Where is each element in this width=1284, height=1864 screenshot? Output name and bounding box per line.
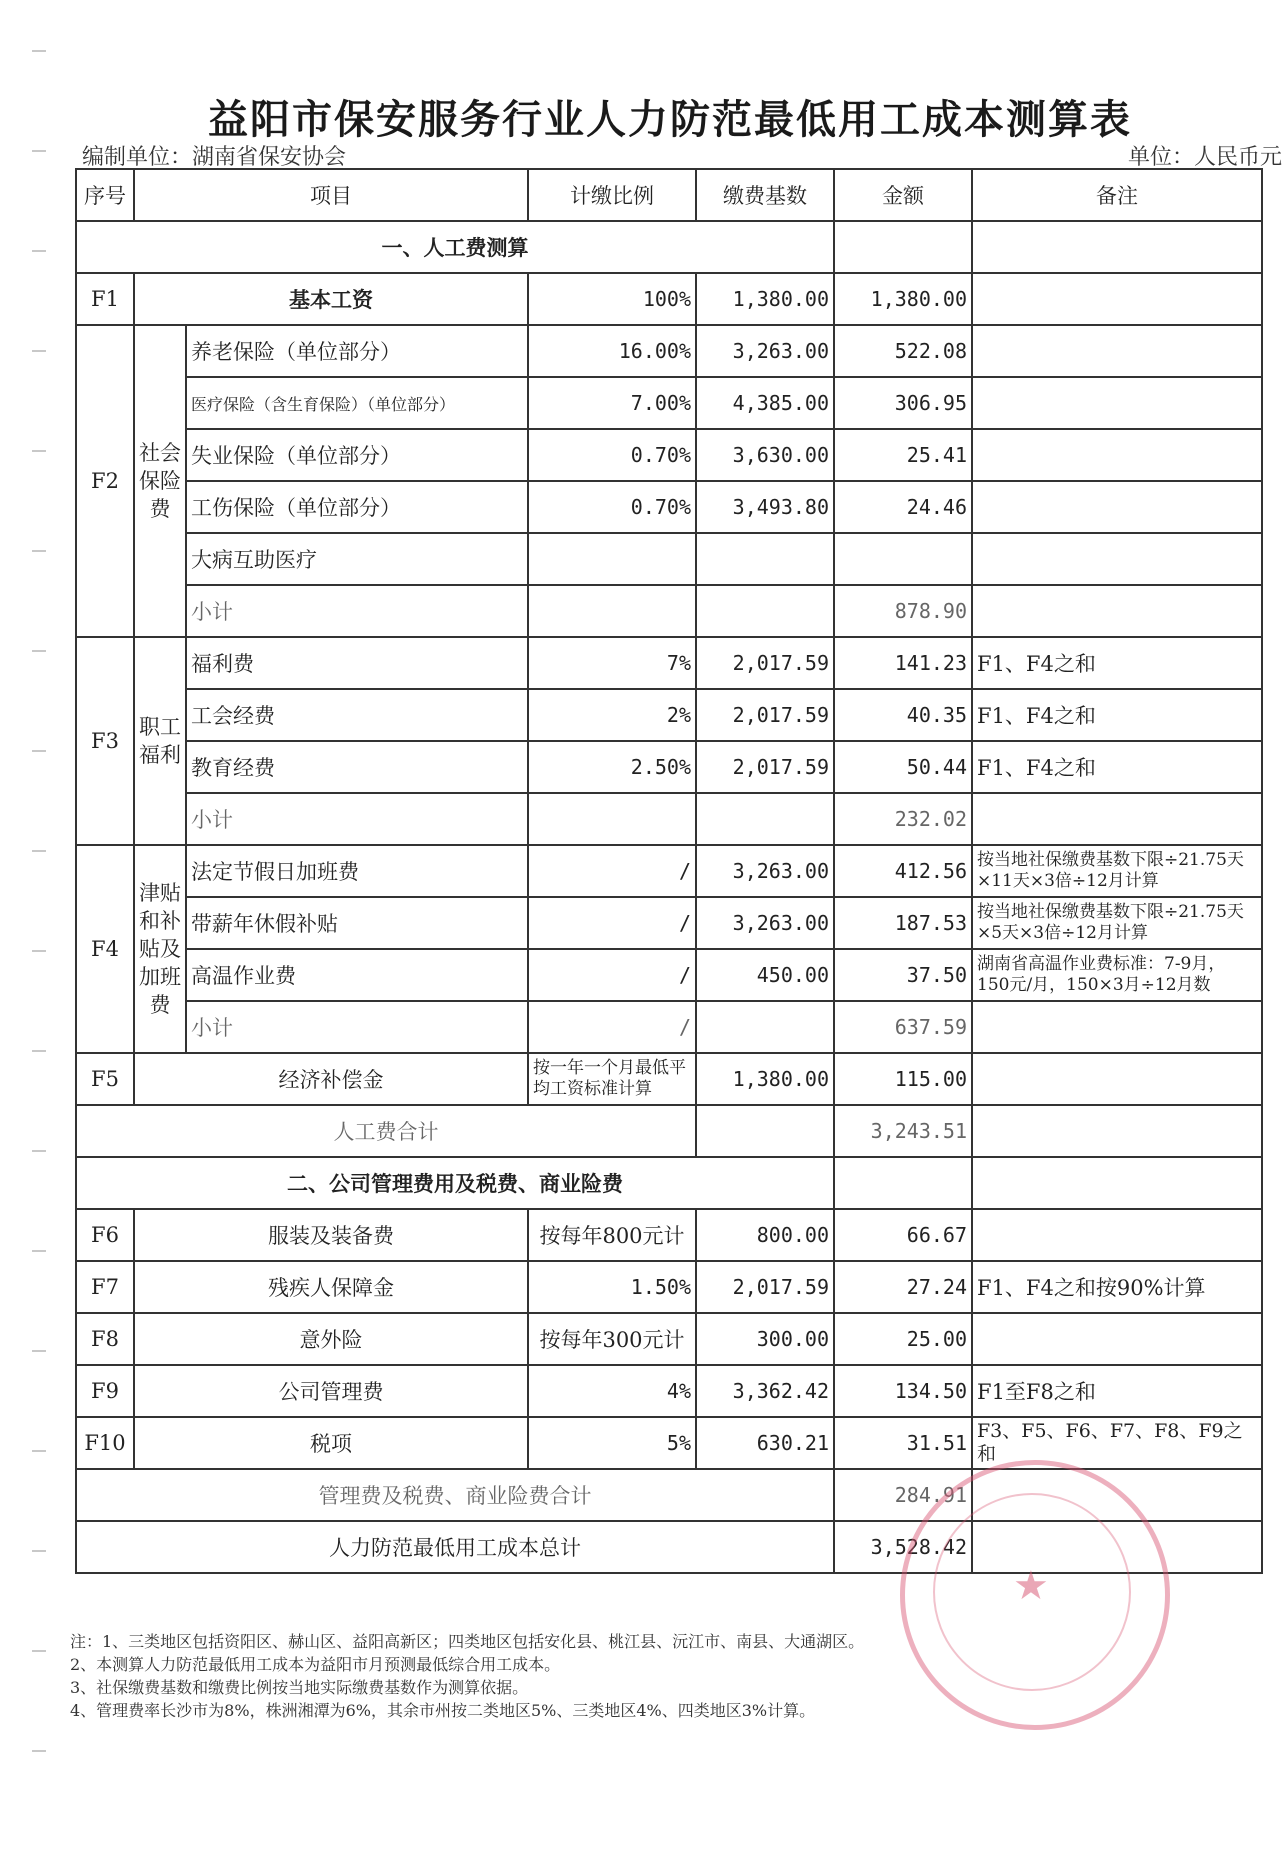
header-row (76, 169, 1262, 221)
grand-total-amount: 3,528.42 (834, 1521, 972, 1573)
amount-cell: 50.44 (834, 741, 972, 793)
footnote: 注：1、三类地区包括资阳区、赫山区、益阳高新区；四类地区包括安化县、桃江县、沅江市、南县、大通湖区。 (70, 1632, 865, 1651)
item-cell: 意外险 (134, 1313, 528, 1365)
group-label-line: 福利 (139, 743, 181, 767)
remark-cell: 按当地社保缴费基数下限÷21.75天×5天×3倍÷12月计算 (972, 897, 1262, 949)
code-cell: F8 (76, 1313, 134, 1365)
table-row (76, 1261, 1262, 1313)
amount-cell: 31.51 (834, 1417, 972, 1469)
rate-cell: 16.00% (528, 325, 696, 377)
amount-cell: 37.50 (834, 949, 972, 1001)
group-label (134, 637, 186, 845)
table-row (76, 1313, 1262, 1365)
binder-tick (32, 550, 46, 552)
base-cell: 300.00 (696, 1313, 834, 1365)
binder-tick (32, 1050, 46, 1052)
amount-cell: 412.56 (834, 845, 972, 897)
table-row (76, 845, 1262, 897)
group-label-line: 津贴 (139, 881, 181, 905)
rate-cell: 100% (528, 273, 696, 325)
item-cell: 失业保险（单位部分） (186, 429, 528, 481)
item-cell: 经济补偿金 (134, 1053, 528, 1105)
binder-margin (0, 0, 60, 1864)
binder-tick (32, 450, 46, 452)
base-cell: 3,493.80 (696, 481, 834, 533)
item-cell: 服装及装备费 (134, 1209, 528, 1261)
item-cell: 高温作业费 (186, 949, 528, 1001)
remark-cell: F1、F4之和 (972, 741, 1262, 793)
base-cell: 2,017.59 (696, 689, 834, 741)
base-cell: 630.21 (696, 1417, 834, 1469)
group-label-line: 和补 (139, 909, 181, 933)
table-row (76, 949, 1262, 1001)
binder-tick (32, 850, 46, 852)
table-row (76, 429, 1262, 481)
rate-cell: / (528, 1001, 696, 1053)
code-cell: F2 (76, 325, 134, 637)
rate-cell: / (528, 845, 696, 897)
binder-tick (32, 750, 46, 752)
item-cell: 工伤保险（单位部分） (186, 481, 528, 533)
table-row (76, 741, 1262, 793)
mgmt-total-label: 管理费及税费、商业险费合计 (76, 1469, 834, 1521)
amount-cell: 25.00 (834, 1313, 972, 1365)
base-cell (696, 533, 834, 585)
table-row (76, 481, 1262, 533)
rate-cell: 5% (528, 1417, 696, 1469)
item-cell: 工会经费 (186, 689, 528, 741)
table-row (76, 689, 1262, 741)
table-row (76, 1209, 1262, 1261)
rate-cell (528, 585, 696, 637)
base-cell: 3,263.00 (696, 845, 834, 897)
rate-cell: 7% (528, 637, 696, 689)
binder-tick (32, 1350, 46, 1352)
base-cell: 1,380.00 (696, 273, 834, 325)
item-cell: 公司管理费 (134, 1365, 528, 1417)
subtotal-amount: 232.02 (834, 793, 972, 845)
base-cell: 4,385.00 (696, 377, 834, 429)
subtotal-row (76, 585, 1262, 637)
base-cell: 3,362.42 (696, 1365, 834, 1417)
item-cell: 医疗保险（含生育保险）（单位部分） (186, 377, 528, 429)
base-cell (696, 585, 834, 637)
remark-cell (972, 1105, 1262, 1157)
code-cell: F4 (76, 845, 134, 1053)
section-management-cost: 二、公司管理费用及税费、商业险费 (76, 1157, 834, 1209)
remark-cell: F1、F4之和 (972, 637, 1262, 689)
remark-cell (972, 585, 1262, 637)
remark-cell: F1至F8之和 (972, 1365, 1262, 1417)
footnote: 4、管理费率长沙市为8%，株洲湘潭为6%，其余市州按二类地区5%、三类地区4%、四类地区3%计算。 (70, 1701, 816, 1720)
header-rate: 计缴比例 (528, 169, 696, 221)
footnote: 3、社保缴费基数和缴费比例按当地实际缴费基数作为测算依据。 (70, 1678, 529, 1697)
amount-cell: 522.08 (834, 325, 972, 377)
item-cell: 法定节假日加班费 (186, 845, 528, 897)
compiler-label: 编制单位：湖南省保安协会 (82, 145, 347, 170)
code-cell: F10 (76, 1417, 134, 1469)
amount-cell: 25.41 (834, 429, 972, 481)
code-cell: F6 (76, 1209, 134, 1261)
subtotal-label: 小计 (186, 793, 528, 845)
header-amount: 金额 (834, 169, 972, 221)
rate-cell: 按每年800元计 (528, 1209, 696, 1261)
amount-cell: 27.24 (834, 1261, 972, 1313)
labor-total-amount: 3,243.51 (834, 1105, 972, 1157)
binder-tick (32, 1450, 46, 1452)
table-row (76, 1365, 1262, 1417)
base-cell: 3,263.00 (696, 325, 834, 377)
item-cell: 基本工资 (134, 273, 528, 325)
section-row (76, 1157, 1262, 1209)
subtotal-row (76, 1001, 1262, 1053)
base-cell (696, 1105, 834, 1157)
empty-cell (834, 1157, 972, 1209)
grand-total-label: 人力防范最低用工成本总计 (76, 1521, 834, 1573)
binder-tick (32, 1650, 46, 1652)
labor-total-label: 人工费合计 (76, 1105, 696, 1157)
header-item: 项目 (134, 169, 528, 221)
header-base: 缴费基数 (696, 169, 834, 221)
code-cell: F5 (76, 1053, 134, 1105)
base-cell: 2,017.59 (696, 741, 834, 793)
table-row (76, 1053, 1262, 1105)
item-cell: 残疾人保障金 (134, 1261, 528, 1313)
amount-cell: 24.46 (834, 481, 972, 533)
total-row (76, 1521, 1262, 1573)
remark-cell: F1、F4之和 (972, 689, 1262, 741)
rate-cell: / (528, 897, 696, 949)
base-cell: 800.00 (696, 1209, 834, 1261)
table-row (76, 637, 1262, 689)
amount-cell: 1,380.00 (834, 273, 972, 325)
binder-tick (32, 350, 46, 352)
amount-cell: 187.53 (834, 897, 972, 949)
rate-cell: 4% (528, 1365, 696, 1417)
rate-cell (528, 793, 696, 845)
footnotes (70, 1630, 1270, 1722)
rate-cell: 按一年一个月最低平均工资标准计算 (528, 1053, 696, 1105)
base-cell: 3,263.00 (696, 897, 834, 949)
table-row (76, 533, 1262, 585)
header-remark: 备注 (972, 169, 1262, 221)
amount-cell: 115.00 (834, 1053, 972, 1105)
base-cell: 1,380.00 (696, 1053, 834, 1105)
total-row (76, 1469, 1262, 1521)
base-cell: 3,630.00 (696, 429, 834, 481)
empty-cell (972, 221, 1262, 273)
code-cell: F9 (76, 1365, 134, 1417)
item-cell: 大病互助医疗 (186, 533, 528, 585)
rate-cell: 2.50% (528, 741, 696, 793)
remark-cell (972, 1521, 1262, 1573)
amount-cell (834, 533, 972, 585)
base-cell (696, 793, 834, 845)
section-row (76, 221, 1262, 273)
group-label (134, 325, 186, 637)
remark-cell (972, 1469, 1262, 1521)
amount-cell: 306.95 (834, 377, 972, 429)
table-row (76, 273, 1262, 325)
remark-cell: 按当地社保缴费基数下限÷21.75天×11天×3倍÷12月计算 (972, 845, 1262, 897)
binder-tick (32, 650, 46, 652)
item-cell: 福利费 (186, 637, 528, 689)
total-row (76, 1105, 1262, 1157)
remark-cell (972, 377, 1262, 429)
remark-cell (972, 533, 1262, 585)
remark-cell: 湖南省高温作业费标准：7-9月，150元/月，150×3月÷12月数 (972, 949, 1262, 1001)
rate-cell: 7.00% (528, 377, 696, 429)
group-label-line: 费 (149, 993, 171, 1017)
document-title: 益阳市保安服务行业人力防范最低用工成本测算表 (208, 97, 1132, 143)
subtotal-label: 小计 (186, 1001, 528, 1053)
mgmt-total-amount: 284.91 (834, 1469, 972, 1521)
code-cell: F3 (76, 637, 134, 845)
remark-cell (972, 793, 1262, 845)
group-label-line: 社会 (139, 441, 181, 465)
remark-cell (972, 1001, 1262, 1053)
group-label-line: 费 (149, 497, 171, 521)
amount-cell: 40.35 (834, 689, 972, 741)
group-label (134, 845, 186, 1053)
remark-cell: F3、F5、F6、F7、F8、F9之和 (972, 1417, 1262, 1469)
amount-cell: 134.50 (834, 1365, 972, 1417)
rate-cell: / (528, 949, 696, 1001)
remark-cell (972, 325, 1262, 377)
binder-tick (32, 1250, 46, 1252)
rate-cell: 0.70% (528, 481, 696, 533)
empty-cell (834, 221, 972, 273)
item-cell: 税项 (134, 1417, 528, 1469)
remark-cell (972, 1313, 1262, 1365)
subtotal-row (76, 793, 1262, 845)
currency-unit: 单位：人民币元 (1127, 145, 1282, 170)
remark-cell: F1、F4之和按90%计算 (972, 1261, 1262, 1313)
binder-tick (32, 1750, 46, 1752)
binder-tick (32, 950, 46, 952)
base-cell: 450.00 (696, 949, 834, 1001)
rate-cell: 1.50% (528, 1261, 696, 1313)
remark-cell (972, 481, 1262, 533)
group-label-line: 保险 (139, 469, 181, 493)
amount-cell: 141.23 (834, 637, 972, 689)
seal-star-icon: ★ (1013, 1563, 1049, 1609)
binder-tick (32, 50, 46, 52)
code-cell: F7 (76, 1261, 134, 1313)
empty-cell (972, 1157, 1262, 1209)
rate-cell: 按每年300元计 (528, 1313, 696, 1365)
group-label-line: 加班 (139, 965, 181, 989)
item-cell: 教育经费 (186, 741, 528, 793)
group-label-line: 职工 (139, 715, 181, 739)
subtotal-amount: 637.59 (834, 1001, 972, 1053)
remark-cell (972, 273, 1262, 325)
item-cell: 养老保险（单位部分） (186, 325, 528, 377)
section-labor-cost: 一、人工费测算 (76, 221, 834, 273)
subtotal-label: 小计 (186, 585, 528, 637)
item-cell: 带薪年休假补贴 (186, 897, 528, 949)
table-row (76, 897, 1262, 949)
binder-tick (32, 1550, 46, 1552)
rate-cell (528, 533, 696, 585)
rate-cell: 0.70% (528, 429, 696, 481)
remark-cell (972, 1053, 1262, 1105)
binder-tick (32, 250, 46, 252)
header-seq: 序号 (76, 169, 134, 221)
table-row (76, 1417, 1262, 1469)
cost-table (75, 168, 1263, 1574)
group-label-line: 贴及 (139, 937, 181, 961)
remark-cell (972, 1209, 1262, 1261)
rate-cell: 2% (528, 689, 696, 741)
binder-tick (32, 1150, 46, 1152)
base-cell: 2,017.59 (696, 1261, 834, 1313)
table-row (76, 325, 1262, 377)
binder-tick (32, 150, 46, 152)
code-cell: F1 (76, 273, 134, 325)
remark-cell (972, 429, 1262, 481)
amount-cell: 66.67 (834, 1209, 972, 1261)
footnote: 2、本测算人力防范最低用工成本为益阳市月预测最低综合用工成本。 (70, 1655, 561, 1674)
base-cell (696, 1001, 834, 1053)
base-cell: 2,017.59 (696, 637, 834, 689)
table-row (76, 377, 1262, 429)
subtotal-amount: 878.90 (834, 585, 972, 637)
